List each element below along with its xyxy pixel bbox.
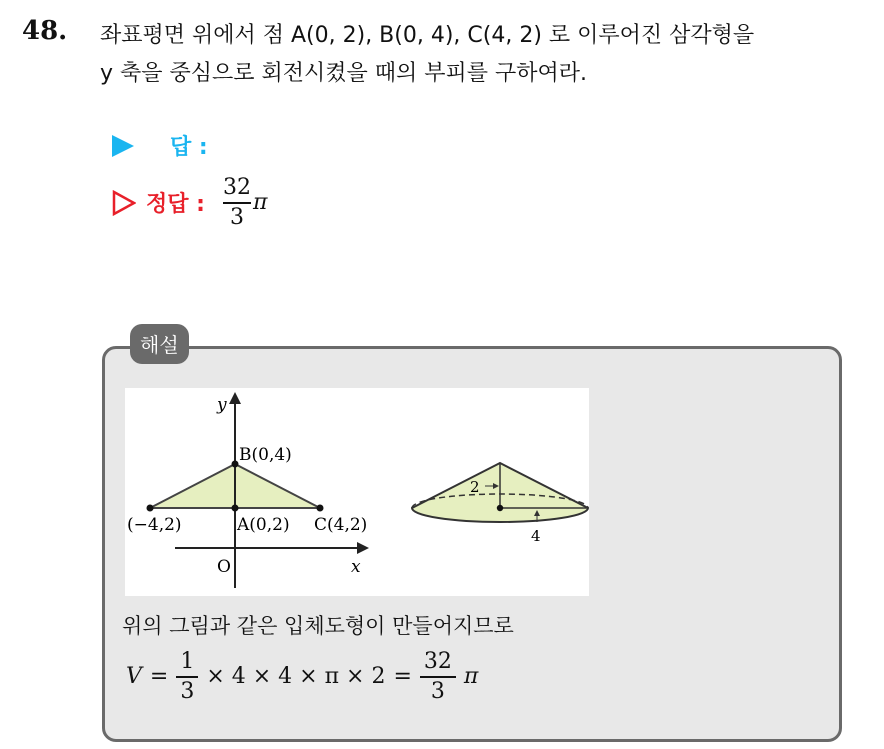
question-text-line1: 좌표평면 위에서 점 A(0, 2), B(0, 4), C(4, 2) 로 이루어진 삼각형을 [100, 23, 755, 48]
formula-eq: = [149, 664, 169, 690]
cone-figure [412, 463, 588, 522]
correct-denominator: 3 [229, 204, 244, 230]
answer-row [112, 130, 208, 161]
point-left-dot [147, 505, 154, 512]
question-text-line2: y 축을 중심으로 회전시켰을 때의 부피를 구하여라. [100, 61, 588, 86]
correct-answer-fraction [223, 176, 251, 230]
formula-middle: × 4 × 4 × π × 2 [206, 664, 386, 690]
cone-radius-label: 2 [470, 478, 480, 496]
formula-f2-denominator: 3 [430, 678, 445, 704]
answer-arrow-icon [112, 135, 134, 157]
y-axis-arrow-icon [229, 392, 241, 404]
formula-f2-numerator: 32 [423, 649, 452, 674]
point-c-label: C(4,2) [314, 515, 368, 535]
y-axis-label: y [217, 395, 227, 415]
point-a-dot [232, 505, 239, 512]
origin-label: O [217, 557, 231, 577]
x-axis-arrow-icon [357, 542, 369, 554]
point-b-label: B(0,4) [239, 445, 292, 465]
formula-pi: π [463, 664, 479, 690]
solution-formula [122, 650, 482, 704]
point-left-label: (−4,2) [127, 515, 182, 535]
formula-f1-numerator: 1 [180, 649, 195, 674]
correct-answer-row [112, 176, 267, 230]
formula-lhs: V [126, 664, 142, 690]
answer-label: 답 : [170, 135, 208, 160]
formula-f1-denominator: 3 [180, 678, 195, 704]
formula-fraction-2 [420, 650, 456, 704]
point-a-label: A(0,2) [237, 515, 290, 535]
solution-tag: 해설 [130, 324, 189, 364]
question-number: 48. [22, 16, 68, 46]
formula-fraction-1 [176, 650, 198, 704]
solution-text: 위의 그림과 같은 입체도형이 만들어지므로 [122, 614, 514, 638]
point-b-dot [232, 461, 239, 468]
correct-answer-label: 정답 : [146, 192, 205, 218]
correct-pi: π [252, 190, 268, 216]
correct-numerator: 32 [222, 175, 251, 200]
point-c-dot [317, 505, 324, 512]
formula-eq2: = [393, 664, 412, 690]
x-axis-label: x [351, 557, 361, 577]
solution-figure [125, 388, 589, 596]
cone-height-label: 4 [531, 527, 541, 545]
correct-arrow-icon [112, 190, 136, 216]
